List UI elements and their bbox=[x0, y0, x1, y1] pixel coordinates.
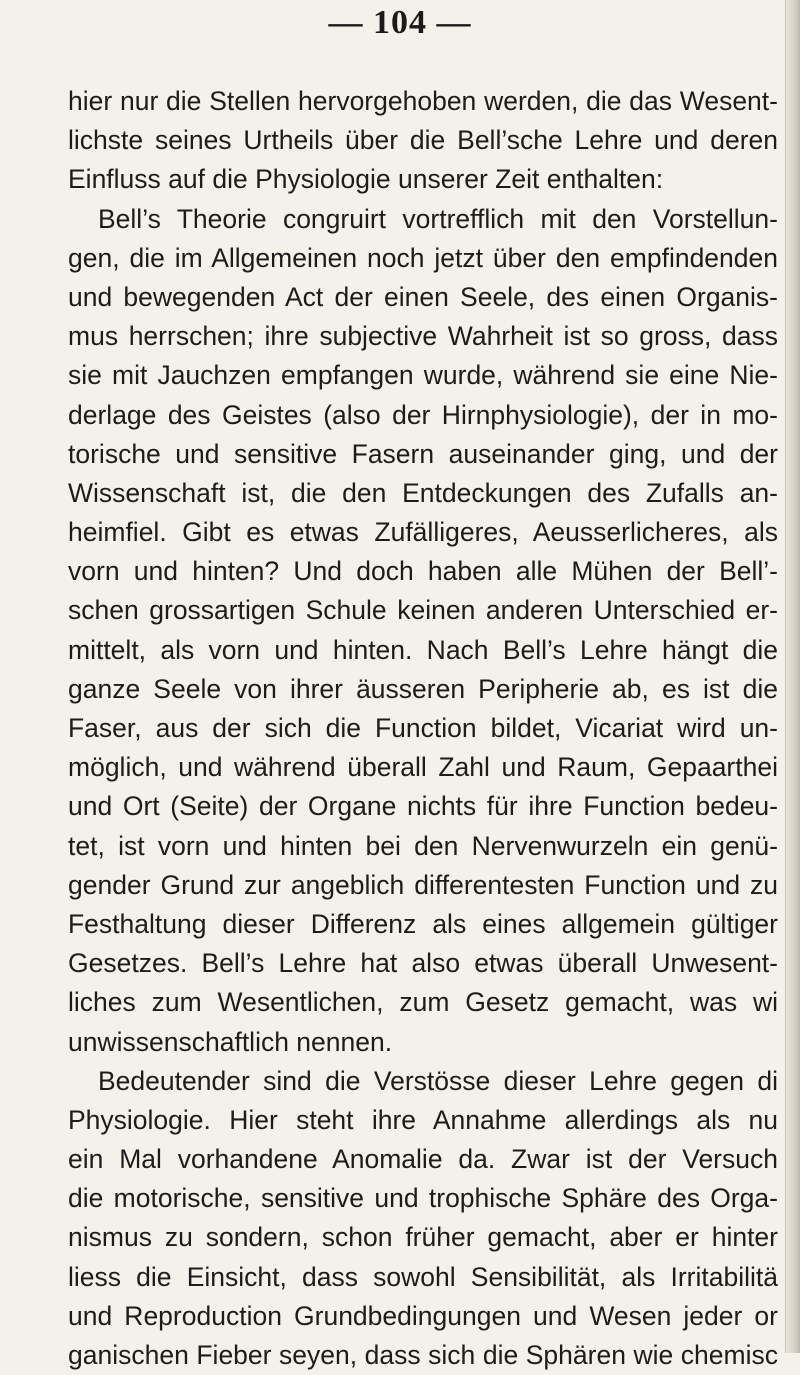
text-line: ein Mal vorhandene Anomalie da. Zwar ist der Versuch bbox=[68, 1144, 778, 1175]
text-line: Bedeutender sind die Verstösse dieser Lehre gegen di bbox=[98, 1065, 778, 1096]
text-line: schen grossartigen Schule keinen anderen Unterschied er- bbox=[68, 595, 778, 626]
text-line: lichste seines Urtheils über die Bell’sche Lehre und deren bbox=[68, 125, 778, 156]
text-line: liess die Einsicht, dass sowohl Sensibilität, als Irritabilitä bbox=[68, 1261, 778, 1292]
text-line: gender Grund zur angeblich differentesten Function und zu bbox=[68, 869, 778, 900]
binding-gutter bbox=[785, 0, 800, 1353]
text-line: Physiologie. Hier steht ihre Annahme allerdings als nu bbox=[68, 1104, 778, 1135]
text-line: vorn und hinten? Und doch haben alle Mühen der Bell’- bbox=[68, 556, 778, 587]
text-line: mittelt, als vorn und hinten. Nach Bell’s Lehre hängt die bbox=[68, 634, 778, 665]
text-line: Bell’s Theorie congruirt vortrefflich mit den Vorstellun- bbox=[98, 203, 778, 234]
text-line: derlage des Geistes (also der Hirnphysiologie), der in mo- bbox=[68, 399, 778, 430]
text-line: Festhaltung dieser Differenz als eines allgemein gültiger bbox=[68, 908, 778, 939]
text-line: unwissenschaftlich nennen. bbox=[68, 1026, 393, 1057]
text-line: sie mit Jauchzen empfangen wurde, während sie eine Nie- bbox=[68, 360, 778, 391]
text-line: Gesetzes. Bell’s Lehre hat also etwas überall Unwesent- bbox=[68, 948, 778, 979]
text-line: heimfiel. Gibt es etwas Zufälligeres, Aeusserlicheres, als bbox=[68, 517, 778, 548]
page-number-header: — 104 — bbox=[328, 4, 472, 41]
text-line: gen, die im Allgemeinen noch jetzt über den empfindenden bbox=[68, 242, 778, 273]
text-line: liches zum Wesentlichen, zum Gesetz gemacht, was wi bbox=[68, 987, 778, 1018]
text-line: hier nur die Stellen hervorgehoben werden, die das Wesent- bbox=[68, 86, 778, 116]
text-line: die motorische, sensitive und trophische Sphäre des Orga- bbox=[68, 1183, 778, 1214]
text-line: und Ort (Seite) der Organe nichts für ihre Function bedeu- bbox=[68, 791, 778, 822]
text-line: tet, ist vorn und hinten bei den Nervenwurzeln ein genü- bbox=[68, 830, 778, 861]
text-line: möglich, und während überall Zahl und Raum, Gepaarthei bbox=[68, 752, 778, 783]
body-text bbox=[68, 82, 778, 1375]
text-line: mus herrschen; ihre subjective Wahrheit ist so gross, dass bbox=[68, 321, 778, 352]
text-line: Faser, aus der sich die Function bildet, Vicariat wird un- bbox=[68, 713, 778, 743]
text-line: nismus zu sondern, schon früher gemacht, aber er hinter bbox=[68, 1222, 778, 1253]
text-line: und bewegenden Act der einen Seele, des einen Organis- bbox=[68, 281, 778, 312]
text-line: Wissenschaft ist, die den Entdeckungen des Zufalls an- bbox=[68, 477, 778, 508]
text-line: Einfluss auf die Physiologie unserer Zeit enthalten: bbox=[68, 164, 664, 195]
text-line: und Reproduction Grundbedingungen und Wesen jeder or bbox=[68, 1300, 778, 1331]
text-line: ganze Seele von ihrer äusseren Peripherie ab, es ist die bbox=[68, 673, 778, 704]
text-line: ganischen Fieber seyen, dass sich die Sphären wie chemisc bbox=[68, 1340, 778, 1370]
text-line: torische und sensitive Fasern auseinander ging, und der bbox=[68, 438, 778, 469]
